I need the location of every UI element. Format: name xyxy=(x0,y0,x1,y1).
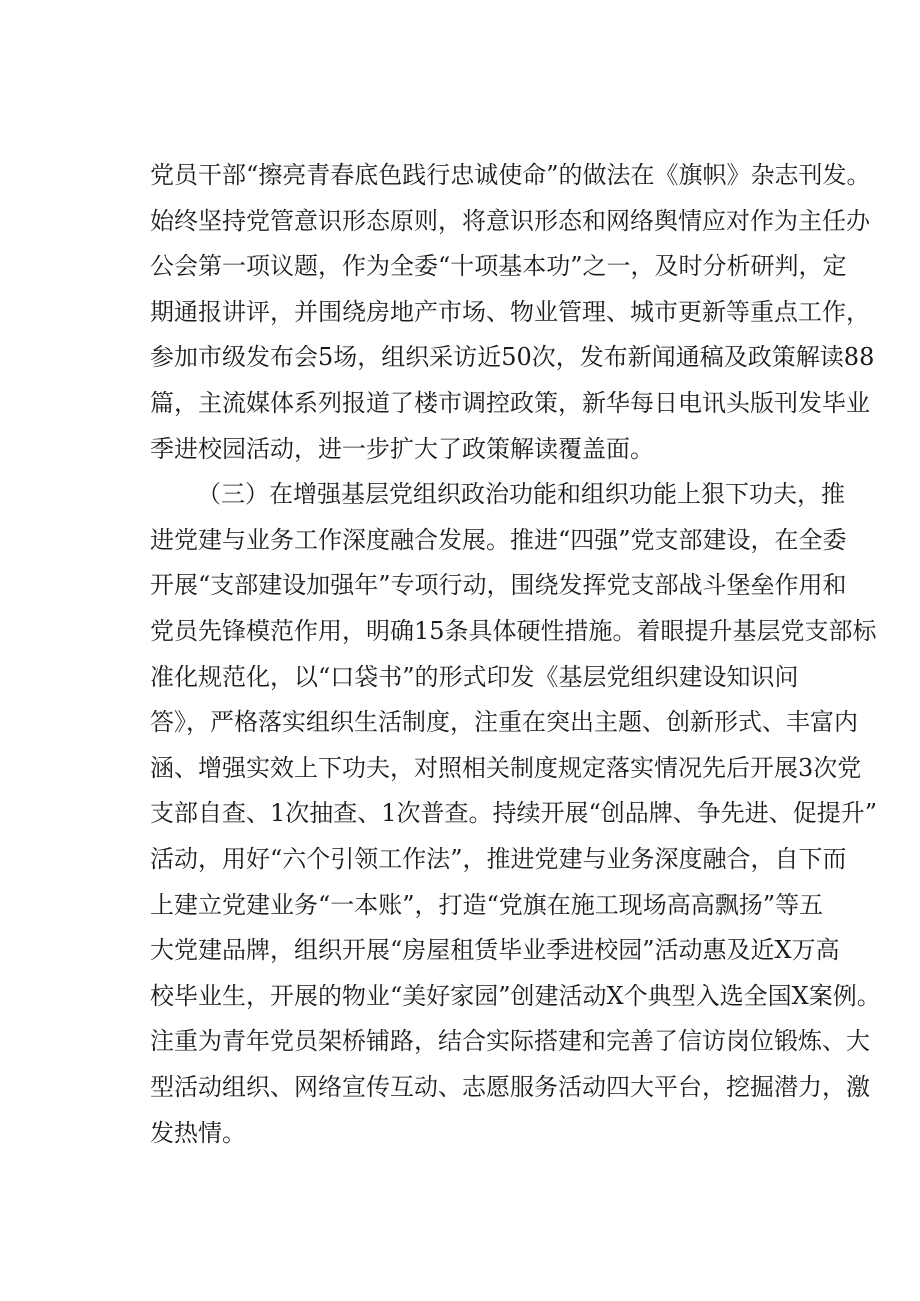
text-line: 答》，严格落实组织生活制度，注重在突出主题、创新形式、丰富内 xyxy=(150,708,858,736)
text-line: 准化规范化，以“口袋书”的形式印发《基层党组织建设知识问 xyxy=(150,663,799,691)
text-line: 开展“支部建设加强年”专项行动，围绕发挥党支部战斗堡垒作用和 xyxy=(150,571,847,599)
text-line: 型活动组织、网络宣传互动、志愿服务活动四大平台，挖掘潜力，激 xyxy=(150,1073,870,1101)
text-line: （三）在增强基层党组织政治功能和组织功能上狠下功夫，推 xyxy=(197,480,845,508)
text-line: 季进校园活动，进一步扩大了政策解读覆盖面。 xyxy=(150,435,654,463)
text-line: 进党建与业务工作深度融合发展。推进“四强”党支部建设，在全委 xyxy=(150,526,847,554)
text-line: 公会第一项议题，作为全委“十项基本功”之一，及时分析研判，定 xyxy=(150,252,847,280)
text-line: 注重为青年党员架桥铺路，结合实际搭建和完善了信访岗位锻炼、大 xyxy=(150,1027,870,1055)
text-line: 始终坚持党管意识形态原则，将意识形态和网络舆情应对作为主任办 xyxy=(150,207,870,235)
text-line: 支部自查、1次抽查、1次普查。持续开展“创品牌、争先进、促提升” xyxy=(150,799,878,827)
text-line: 活动，用好“六个引领工作法”，推进党建与业务深度融合，自下而 xyxy=(150,845,847,873)
text-line: 期通报讲评，并围绕房地产市场、物业管理、城市更新等重点工作， xyxy=(150,298,870,326)
text-line: 党员干部“擦亮青春底色践行忠诚使命”的做法在《旗帜》杂志刊发。 xyxy=(150,161,871,189)
text-line: 大党建品牌，组织开展“房屋租赁毕业季进校园”活动惠及近X万高 xyxy=(150,936,840,964)
text-line: 涵、增强实效上下功夫，对照相关制度规定落实情况先后开展3次党 xyxy=(150,754,862,782)
text-line: 校毕业生，开展的物业“美好家园”创建活动X个典型入选全国X案例。 xyxy=(150,982,881,1010)
text-line: 发热情。 xyxy=(150,1119,246,1147)
text-line: 上建立党建业务“一本账”，打造“党旗在施工现场高高飘扬”等五 xyxy=(150,891,824,919)
text-line: 党员先锋模范作用，明确15条具体硬性措施。着眼提升基层党支部标 xyxy=(150,617,877,645)
text-line: 篇，主流媒体系列报道了楼市调控政策，新华每日电讯头版刊发毕业 xyxy=(150,389,870,417)
text-line: 参加市级发布会5场，组织采访近50次，发布新闻通稿及政策解读88 xyxy=(150,343,875,371)
